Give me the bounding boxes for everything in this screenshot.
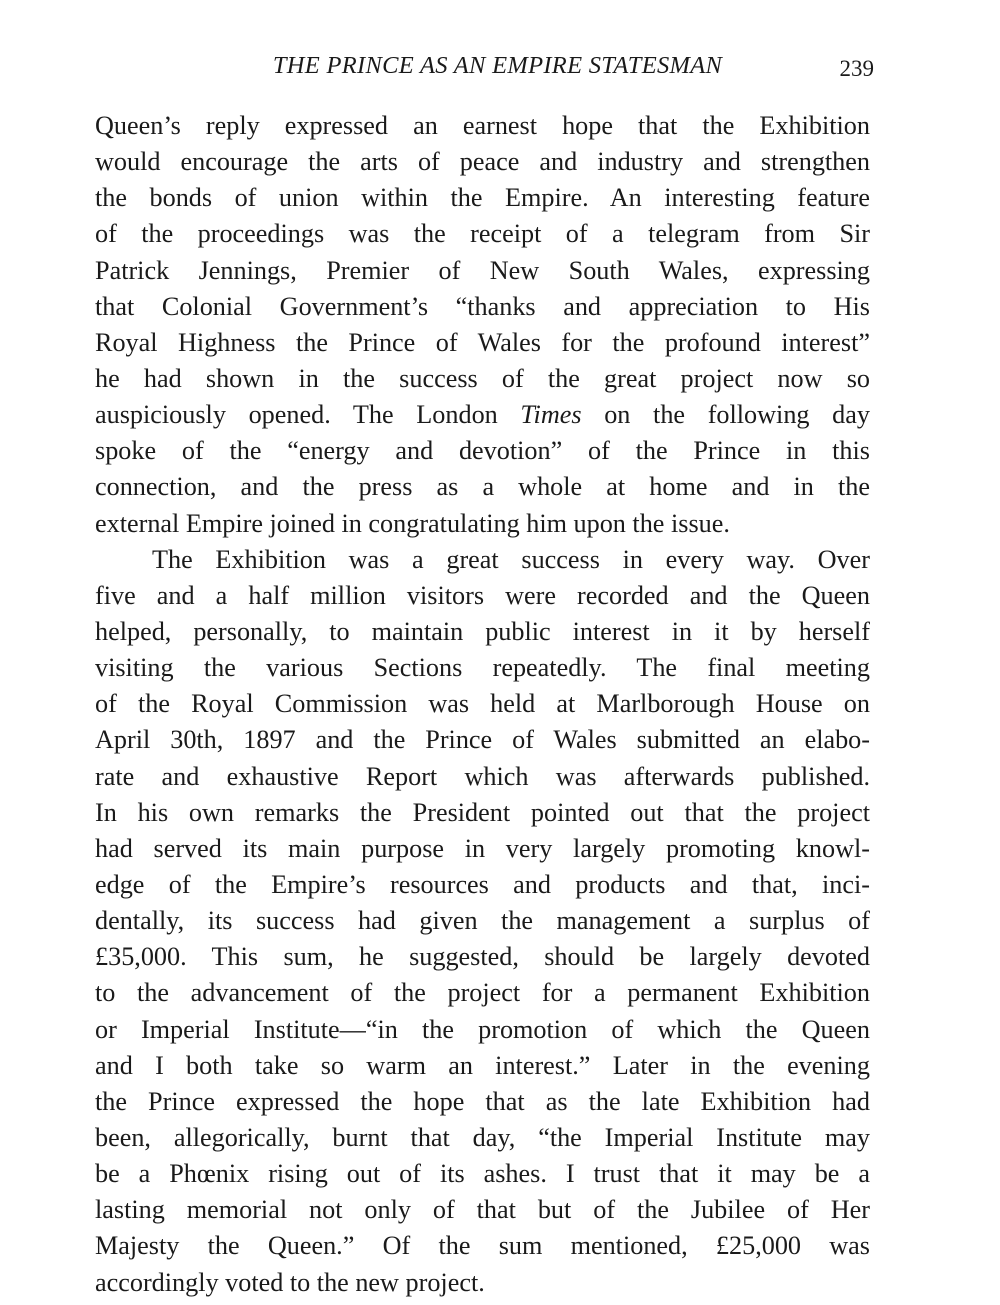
text-line: or Imperial Institute—“in the promotion of which the Queen xyxy=(95,1014,870,1044)
text-line: be a Phœnix rising out of its ashes. I trust that it may be a xyxy=(95,1159,870,1189)
text-line: Royal Highness the Prince of Wales for the profound interest” xyxy=(95,327,870,357)
text-run: auspiciously opened. The London xyxy=(95,400,521,430)
running-title: THE PRINCE AS AN EMPIRE STATESMAN xyxy=(272,52,723,79)
text-line: In his own remarks the President pointed out that the project xyxy=(95,797,870,827)
text-line: the bonds of union within the Empire. An interesting feature xyxy=(95,183,870,213)
text-line: to the advancement of the project for a permanent Exhibition xyxy=(95,978,870,1008)
running-head xyxy=(95,52,874,88)
text-line: connection, and the press as a whole at home and in the xyxy=(95,472,870,502)
text-line: he had shown in the success of the great project now so xyxy=(95,363,870,393)
text-line: had served its main purpose in very largely promoting knowl- xyxy=(95,833,870,863)
body-text xyxy=(95,108,870,1301)
text-line: of the proceedings was the receipt of a telegram from Sir xyxy=(95,219,870,249)
text-line: The Exhibition was a great success in every way. Over xyxy=(152,544,870,574)
text-run: on the following day xyxy=(581,400,870,430)
text-line: of the Royal Commission was held at Marlborough House on xyxy=(95,689,870,719)
text-line: lasting memorial not only of that but of the Jubilee of Her xyxy=(95,1195,870,1225)
text-line: the Prince expressed the hope that as the late Exhibition had xyxy=(95,1086,870,1116)
text-line: and I both take so warm an interest.” Later in the evening xyxy=(95,1050,870,1080)
text-line: spoke of the “energy and devotion” of the Prince in this xyxy=(95,436,870,466)
text-line: edge of the Empire’s resources and products and that, inci- xyxy=(95,869,870,899)
text-line: April 30th, 1897 and the Prince of Wales submitted an elabo- xyxy=(95,725,870,755)
text-line: visiting the various Sections repeatedly. The final meeting xyxy=(95,653,870,683)
italic-newspaper-title: Times xyxy=(520,400,582,430)
text-line: external Empire joined in congratulating him upon the issue. xyxy=(95,508,730,538)
text-line: would encourage the arts of peace and industry and strengthen xyxy=(95,147,870,177)
text-line: dentally, its success had given the management a surplus of xyxy=(95,906,870,936)
text-line: helped, personally, to maintain public interest in it by herself xyxy=(95,616,870,646)
text-line: £35,000. This sum, he suggested, should be largely devoted xyxy=(95,942,870,972)
text-line: Queen’s reply expressed an earnest hope that the Exhibition xyxy=(95,111,870,140)
text-line: Majesty the Queen.” Of the sum mentioned, £25,000 was xyxy=(95,1231,870,1261)
text-line-with-italic xyxy=(95,397,870,433)
text-line: accordingly voted to the new project. xyxy=(95,1267,485,1297)
text-line: that Colonial Government’s “thanks and appreciation to His xyxy=(95,291,870,321)
text-line: Patrick Jennings, Premier of New South Wales, expressing xyxy=(95,255,870,285)
text-line: rate and exhaustive Report which was afterwards published. xyxy=(95,761,870,791)
text-line: five and a half million visitors were recorded and the Queen xyxy=(95,580,870,610)
text-line: been, allegorically, burnt that day, “the Imperial Institute may xyxy=(95,1122,870,1152)
page-number: 239 xyxy=(839,56,874,81)
